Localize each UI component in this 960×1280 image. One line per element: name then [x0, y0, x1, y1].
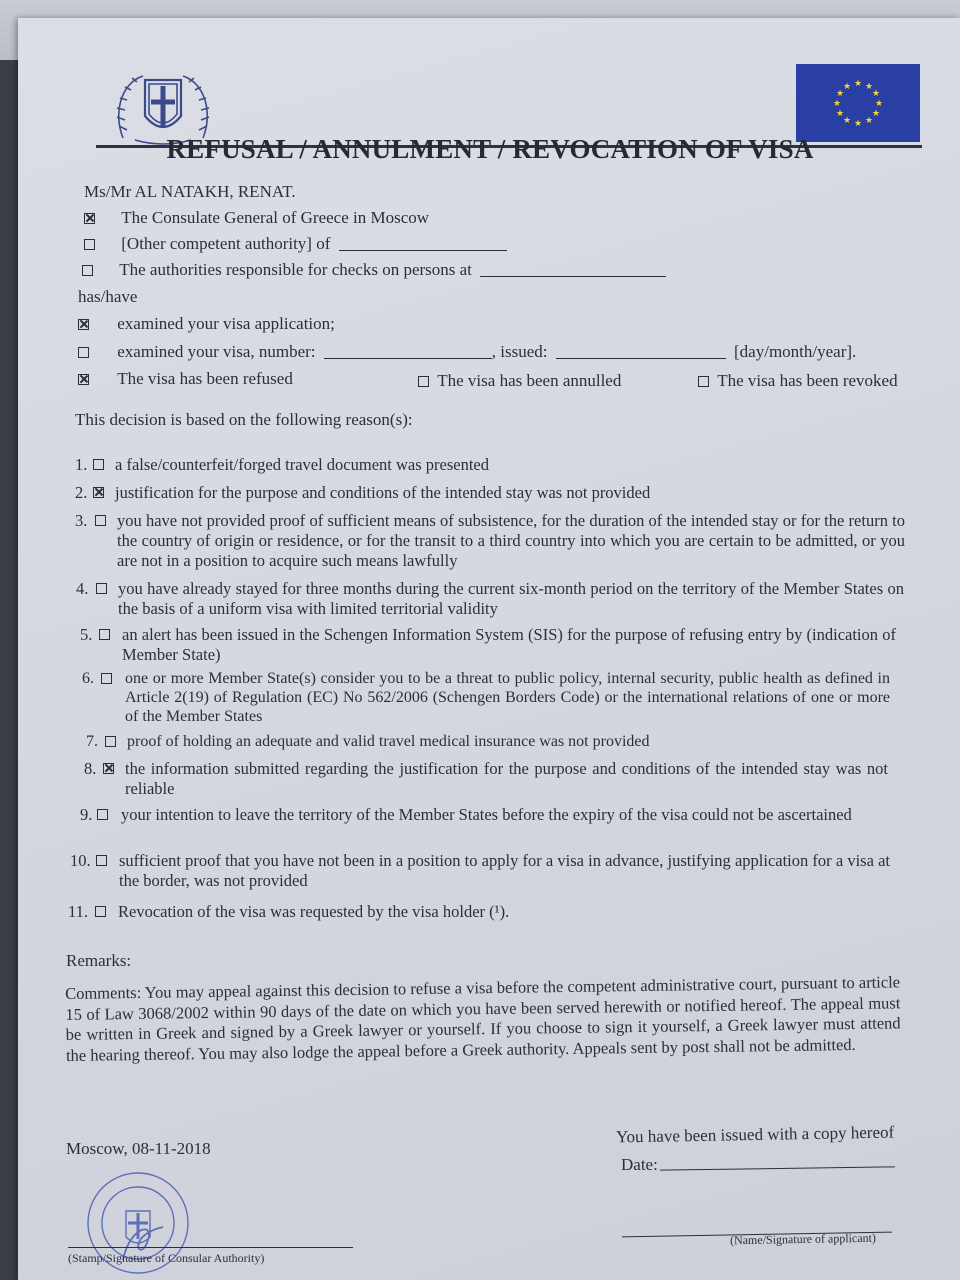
- applicant-name: Ms/Mr AL NATAKH, RENAT.: [84, 182, 296, 201]
- svg-text:★: ★: [842, 116, 852, 126]
- reason-item-6: 6. one or more Member State(s) consider you to be a threat to public policy, internal security, public health as defined in Article 2(19) of Regulation (EC) No 562/2006 (Schengen Borders Code) or the international relations of one or more of the Member States: [82, 670, 890, 725]
- place-date: Moscow, 08-11-2018: [66, 1139, 211, 1158]
- outcome-revoked: The visa has been revoked: [698, 371, 898, 391]
- remarks-label: Remarks:: [66, 951, 132, 970]
- svg-text:★: ★: [871, 89, 881, 99]
- svg-text:★: ★: [853, 119, 863, 129]
- checkbox-checked: [84, 213, 95, 224]
- reason-item-9: 9. your intention to leave the territory of the Member States before the expiry of the visa could not be ascertained: [80, 805, 852, 824]
- reason-item-3: 3. you have not provided proof of sufficient means of subsistence, for the duration of the intended stay or for the return to the country of origin or residence, or for the transit to a third country into which you are certain to be admitted, or you are not in a position to acquire such means lawfully: [75, 511, 905, 570]
- authority-option-checks: The authorities responsible for checks on persons at: [82, 260, 666, 280]
- blank-line: [339, 237, 507, 251]
- checkbox-unchecked: [97, 809, 108, 820]
- stamp-caption: (Stamp/Signature of Consular Authority): [68, 1251, 265, 1265]
- reason-item-8: 8. the information submitted regarding the justification for the purpose and conditions of the intended stay was not reliable: [84, 759, 888, 798]
- svg-text:★: ★: [842, 82, 852, 92]
- reason-item-2: 2. justification for the purpose and conditions of the intended stay was not provided: [75, 483, 651, 502]
- checkbox-unchecked: [95, 906, 106, 917]
- checkbox-unchecked: [99, 629, 110, 640]
- copy-issued-text: You have been issued with a copy hereof: [615, 1122, 895, 1147]
- reason-item-10: 10. sufficient proof that you have not been in a position to apply for a visa in advance, justifying application for a visa at the border, was not provided: [70, 851, 890, 890]
- has-have-label: has/have: [78, 287, 138, 306]
- reason-item-7: 7. proof of holding an adequate and valid travel medical insurance was not provided: [86, 733, 650, 750]
- checkbox-unchecked: [698, 376, 709, 387]
- reason-item-1: 1. a false/counterfeit/forged travel document was presented: [75, 455, 489, 474]
- authority-option-other: [Other competent authority] of: [84, 234, 507, 254]
- svg-text:★: ★: [835, 89, 845, 99]
- checkbox-unchecked: [84, 239, 95, 250]
- comments-paragraph: Comments: You may appeal against this decision to refuse a visa before the competent administrative court, pursuant to article 15 of Law 3068/2002 within 90 days of the date on which you have been served herewith or notified hereof. The appeal must be written in Greek and signed by a Greek lawyer or yourself. If you choose to sign it yourself, a Greek lawyer must attend the hearing thereof. You may also lodge the appeal before a Greek authority. Appeals sent by post shall not be admitted.: [65, 972, 901, 1065]
- checkbox-checked: [78, 319, 89, 330]
- checkbox-unchecked: [105, 736, 116, 747]
- checkbox-unchecked: [78, 347, 89, 358]
- svg-text:★: ★: [871, 109, 881, 119]
- examined-visa-option: examined your visa, number: , issued: [day/month/year].: [78, 342, 856, 362]
- checkbox-unchecked: [96, 855, 107, 866]
- svg-text:★: ★: [835, 109, 845, 119]
- checkbox-unchecked: [418, 376, 429, 387]
- eu-flag-icon: [796, 64, 920, 142]
- blank-line: [480, 263, 666, 277]
- blank-line: [556, 345, 726, 359]
- checkbox-checked: [78, 374, 89, 385]
- reason-item-11: 11. Revocation of the visa was requested by the visa holder (¹).: [68, 902, 510, 921]
- svg-text:★: ★: [832, 99, 842, 109]
- checkbox-unchecked: [95, 515, 106, 526]
- outcome-annulled: The visa has been annulled: [418, 371, 621, 391]
- reasons-intro: This decision is based on the following reason(s):: [75, 410, 413, 429]
- blank-line: [324, 345, 492, 359]
- reason-item-4: 4. you have already stayed for three months during the current six-month period on the territory of the Member States on the basis of a uniform visa with limited territorial validity: [76, 579, 904, 618]
- checkbox-unchecked: [82, 265, 93, 276]
- reason-item-5: 5. an alert has been issued in the Schengen Information System (SIS) for the purpose of refusing entry by (indication of Member State): [80, 625, 896, 664]
- svg-text:★: ★: [853, 79, 863, 89]
- stamp-signature-line: [68, 1247, 353, 1248]
- checkbox-checked: [103, 763, 114, 774]
- date-label: Date:: [621, 1155, 658, 1174]
- svg-text:★: ★: [864, 116, 874, 126]
- svg-text:★: ★: [864, 82, 874, 92]
- page-title: REFUSAL / ANNULMENT / REVOCATION OF VISA: [166, 134, 814, 164]
- applicant-caption: (Name/Signature of applicant): [729, 1230, 877, 1248]
- examined-application-option: examined your visa application;: [78, 314, 335, 334]
- outcome-refused: The visa has been refused: [78, 369, 293, 389]
- checkbox-unchecked: [101, 673, 112, 684]
- checkbox-unchecked: [96, 583, 107, 594]
- svg-text:★: ★: [874, 99, 884, 109]
- authority-option-consulate: The Consulate General of Greece in Moscow: [84, 208, 429, 228]
- checkbox-unchecked: [93, 459, 104, 470]
- checkbox-checked: [93, 487, 104, 498]
